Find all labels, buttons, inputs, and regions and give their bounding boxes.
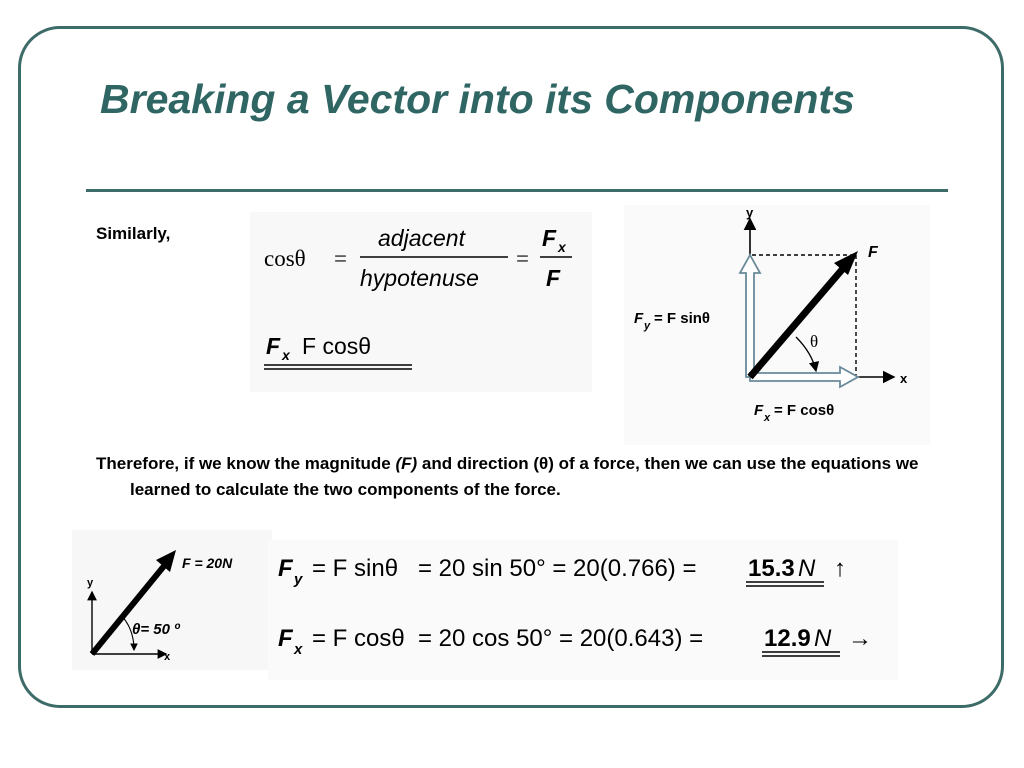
fx-label-f: F <box>754 402 764 419</box>
fy-label-f: F <box>634 310 644 327</box>
force-label: F <box>868 244 878 261</box>
force-example-diagram <box>72 530 272 670</box>
fy-label-sub: y <box>644 320 651 332</box>
force-magnitude-label: F = 20N <box>182 555 233 571</box>
cos-theta: cosθ <box>264 246 306 271</box>
fx-eq-result: 12.9 <box>764 625 811 652</box>
angle-value-label: θ= 50 º <box>132 621 180 638</box>
theta-label: θ <box>810 332 819 351</box>
component-equations <box>268 540 898 680</box>
f-denominator: F <box>546 265 561 291</box>
para-text-1: Therefore, if we know the magnitude <box>96 454 396 473</box>
equals-1: = <box>334 246 347 271</box>
adjacent-label: adjacent <box>378 225 465 251</box>
small-x-label: x <box>164 651 171 663</box>
vector-components-diagram <box>624 205 930 445</box>
fy-eq-sub: y <box>294 571 303 588</box>
hypotenuse-label: hypotenuse <box>360 265 479 291</box>
fy-eq-unit: N <box>798 555 816 582</box>
similarly-label: Similarly, <box>96 224 171 243</box>
equals-2: = <box>516 246 529 271</box>
fy-eq-rhs2: = 20 sin 50° = 20(0.766) = <box>418 555 697 582</box>
fy-label-rhs: = F sinθ <box>654 310 711 327</box>
fx-numerator-sub: x <box>558 239 566 255</box>
y-axis-label: y <box>746 205 754 220</box>
para-magnitude: (F) <box>395 454 418 473</box>
fx-eq-rhs1: = F cosθ <box>312 625 405 652</box>
explanation-paragraph <box>96 451 970 503</box>
small-y-label: y <box>87 577 94 589</box>
fx-eq-rhs2: = 20 cos 50° = 20(0.643) = <box>418 625 704 652</box>
fx-result-sub: x <box>282 347 290 363</box>
para-theta: θ <box>539 454 549 473</box>
small-force-vector <box>92 566 164 654</box>
fx-label-rhs: = F cosθ <box>774 402 835 419</box>
fx-label-sub: x <box>764 412 771 424</box>
fx-result-f: F <box>266 333 281 359</box>
fy-eq-result: 15.3 <box>748 555 795 582</box>
para-text-3: ) of a force, then we can use the equations we learned to calculate the two components of the force. <box>130 454 919 499</box>
fy-eq-rhs1: = F sinθ <box>312 555 399 582</box>
fy-direction-arrow: ↑ <box>834 555 846 582</box>
fx-result-rhs: F cosθ <box>302 333 372 359</box>
fy-component-arrow <box>740 255 760 377</box>
para-text-2: and direction ( <box>417 454 539 473</box>
fx-numerator: F <box>542 225 557 251</box>
resultant-vector <box>750 265 846 377</box>
cosine-equation <box>250 212 592 392</box>
fy-eq-f: F <box>278 555 293 582</box>
slide-title: Breaking a Vector into its Components <box>100 76 855 122</box>
fx-eq-unit: N <box>814 625 832 652</box>
x-axis-label: x <box>900 371 908 386</box>
fx-component-arrow <box>750 367 858 387</box>
fx-eq-sub: x <box>294 641 303 658</box>
fx-eq-f: F <box>278 625 293 652</box>
fx-direction-arrow: → <box>848 625 872 652</box>
title-divider <box>86 189 948 192</box>
